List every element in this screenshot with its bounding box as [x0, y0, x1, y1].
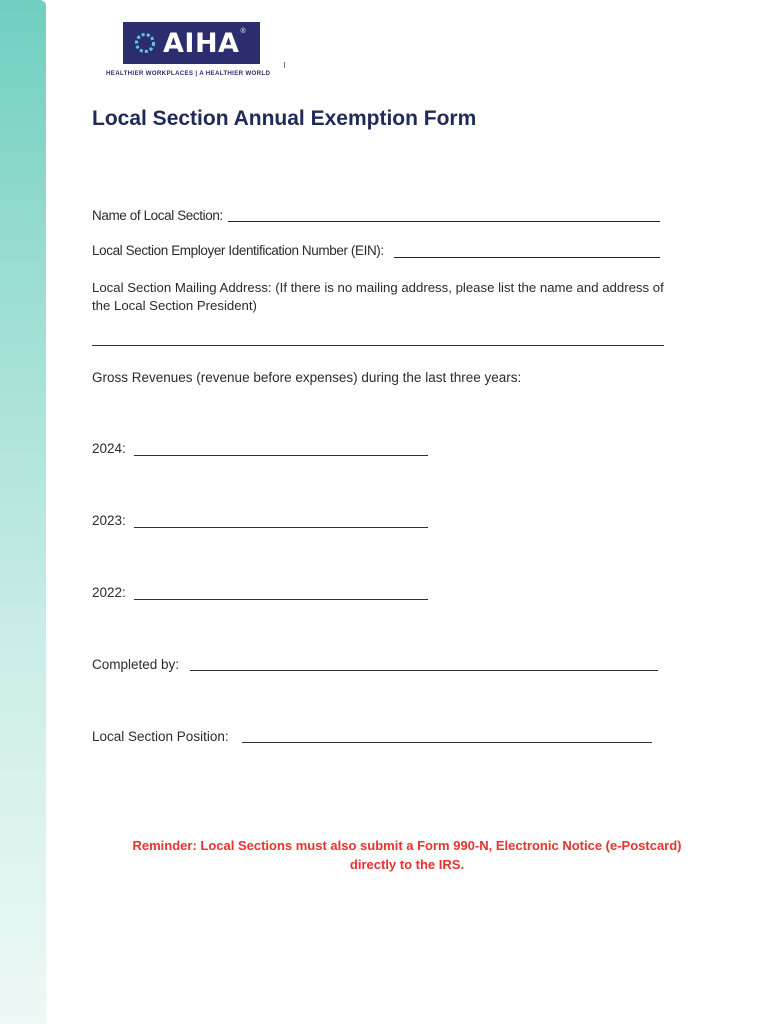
year-2022-label: 2022: — [92, 585, 126, 600]
reminder-line1: Reminder: Local Sections must also submit a Form 990-N, Electronic Notice (e-Postcard) — [132, 838, 682, 853]
logo-registered-mark: ® — [240, 28, 246, 35]
address-field[interactable] — [92, 345, 664, 346]
revenues-label: Gross Revenues (revenue before expenses) during the last three years: — [92, 370, 522, 385]
side-decorative-band — [0, 0, 46, 1024]
completed-by-field[interactable] — [190, 670, 658, 671]
name-field[interactable] — [228, 221, 660, 222]
year-2023-label: 2023: — [92, 513, 126, 528]
logo-tagline: HEALTHIER WORKPLACES | A HEALTHIER WORLD — [106, 70, 271, 77]
ein-field[interactable] — [394, 257, 660, 258]
reminder-line2: directly to the IRS. — [349, 857, 465, 872]
completed-by-label: Completed by: — [92, 657, 180, 672]
position-field[interactable] — [242, 742, 652, 743]
year-2024-label: 2024: — [92, 441, 126, 456]
address-label-line1: Local Section Mailing Address: (If there is no mailing address, please list the name and address of — [92, 280, 664, 295]
aiha-logo — [106, 22, 286, 80]
name-label: Name of Local Section: — [92, 208, 223, 223]
ein-label: Local Section Employer Identification Number (EIN): — [92, 243, 384, 258]
logo-ring-icon — [133, 31, 157, 55]
revenue-2024-field[interactable] — [134, 455, 428, 456]
revenue-2022-field[interactable] — [134, 599, 428, 600]
position-label: Local Section Position: — [92, 729, 229, 744]
logo-divider — [284, 62, 285, 68]
logo-box — [123, 22, 260, 64]
revenue-2023-field[interactable] — [134, 527, 428, 528]
logo-wordmark: AIHA — [163, 27, 240, 59]
address-label-line2: the Local Section President) — [92, 298, 257, 313]
form-title: Local Section Annual Exemption Form — [92, 107, 477, 130]
reminder-note — [92, 836, 722, 874]
